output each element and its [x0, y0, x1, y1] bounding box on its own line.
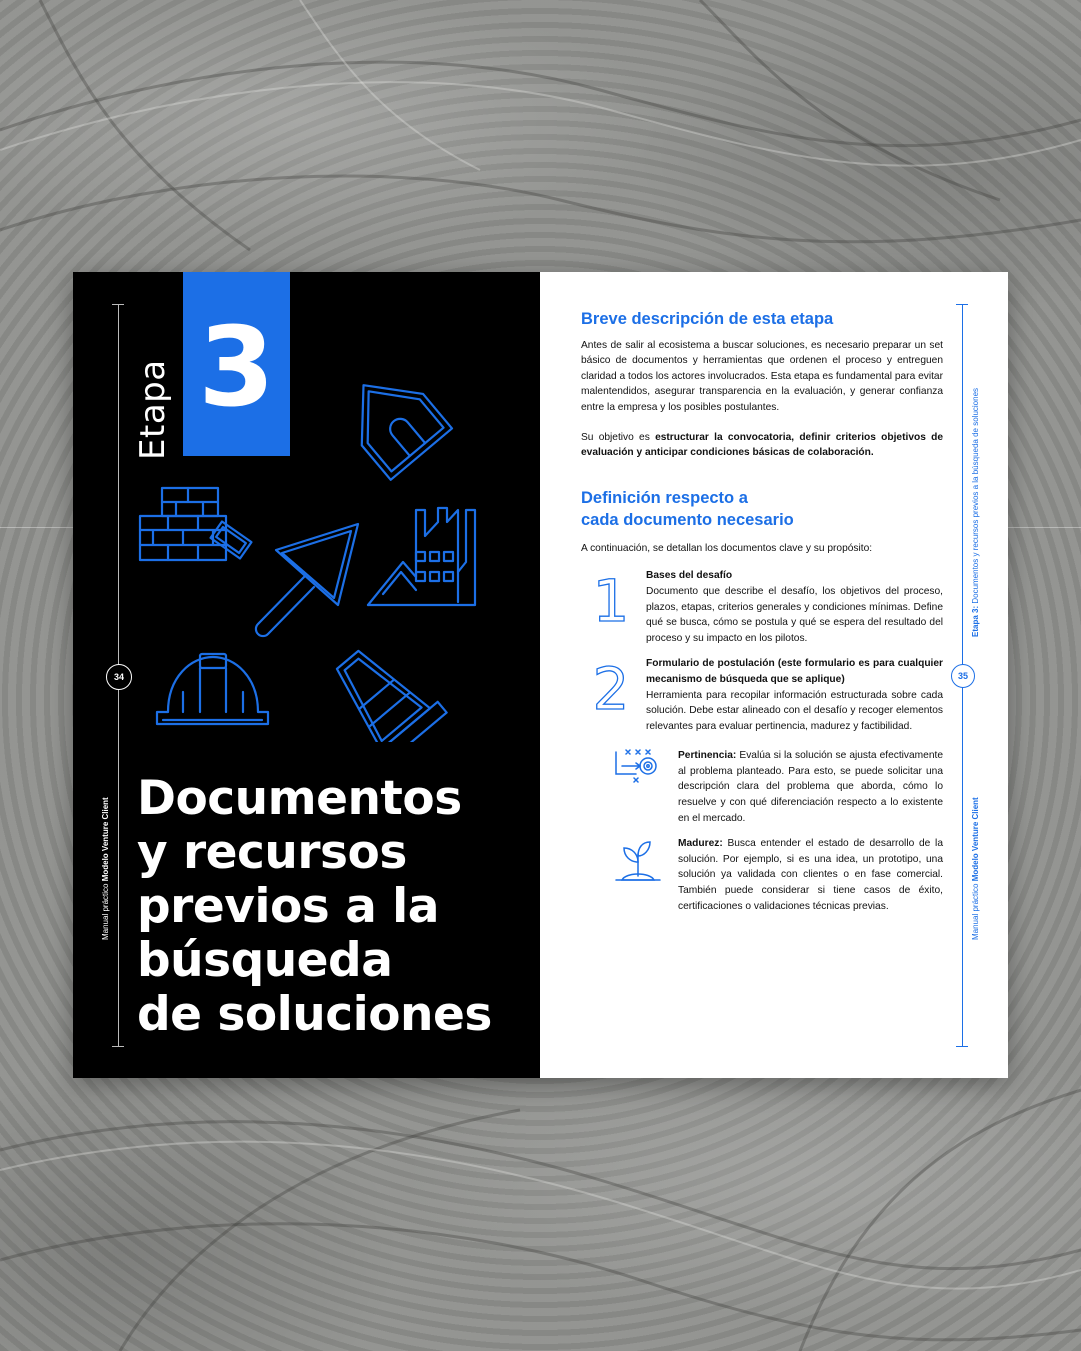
item-text: Herramienta para recopilar información estructurada sobre cada solución. Debe estar alineado con el desafío y recoger elementos relevantes para evaluar pertinencia, madurez y factibilidad.: [646, 689, 943, 732]
stage-number: 3: [198, 303, 275, 431]
item-title: Formulario de postulación (este formulario es para cualquier mecanismo de búsqueda que se aplique): [646, 658, 943, 685]
left-page: [73, 272, 540, 1078]
criterion-text: Madurez: Busca entender el estado de desarrollo de la solución. Por ejemplo, si es una idea, un prototipo, una solución ya validada con clientes o en fase comercial. También puede considerar si tiene casos de éxito, certificaciones o validaciones técnicas previas.: [678, 838, 943, 912]
construction-icons: [73, 272, 540, 742]
right-page-content: [581, 312, 943, 914]
item-text: Documento que describe el desafío, los objetivos del proceso, plazos, etapas, criterios generales y condiciones mínimas. Define qué se busca, cómo se postula y qué se espera del resultado del proceso y su impacto en los pilotos.: [646, 585, 943, 644]
house-icon: [333, 359, 452, 479]
traffic-cone-icon: [315, 633, 446, 742]
trowel-icon: [256, 524, 358, 636]
brick-wall-icon: [140, 488, 251, 560]
page-title: Documentos y recursos previos a la búsqueda de soluciones: [137, 771, 492, 1042]
right-page: [540, 272, 1008, 1078]
section-heading-documents: Definición respecto a cada documento necesario: [581, 488, 794, 529]
page-number: 34: [106, 664, 132, 690]
hard-hat-icon: [157, 654, 268, 724]
document-item: [592, 655, 943, 734]
item-title: Bases del desafío: [646, 570, 733, 582]
footer-label: Manual práctico Modelo Venture Client: [101, 797, 110, 940]
item-number: 2: [592, 655, 630, 724]
criterion-text: Pertinencia: Evalúa si la solución se ajusta efectivamente al problema planteado. Para esto, se puede solicitar una descripción clara del problema que aborda, cómo lo resuelve y con qué diferenciación respecto a lo existente en el mercado.: [678, 750, 943, 824]
sprout-icon: [612, 836, 664, 886]
objective-paragraph: Su objetivo es estructurar la convocatoria, definir criterios objetivos de evaluación y anticipar condiciones básicas de colaboración.: [581, 431, 944, 459]
rule-tick: [112, 1046, 124, 1047]
criterion-item: [678, 748, 943, 826]
rule-tick: [956, 304, 968, 305]
document-item: [592, 567, 943, 646]
documents-intro: A continuación, se detallan los documentos clave y su propósito:: [581, 542, 873, 554]
footer-label: Manual práctico Modelo Venture Client: [971, 797, 980, 940]
chapter-side-label: Etapa 3: Documentos y recursos previos a la búsqueda de soluciones: [971, 387, 980, 637]
factory-icon: [368, 508, 475, 605]
description-paragraph: Antes de salir al ecosistema a buscar soluciones, es necesario preparar un set básico de documentos y herramientas que ordenen el proceso y entreguen claridad a todos los actores involucrados. Esta etapa es fundamental para evitar malentendidos, asegurar transparencia en la evaluación, y generar confianza entre la empresa y los posibles postulantes.: [581, 339, 943, 413]
rule-tick: [956, 1046, 968, 1047]
target-strategy-icon: [612, 748, 664, 798]
criterion-item: [678, 836, 943, 914]
section-heading-description: Breve descripción de esta etapa: [581, 310, 834, 328]
book-spread: [73, 272, 1008, 1078]
item-number: 1: [592, 567, 630, 636]
page-number: 35: [951, 664, 975, 688]
stage-label: Etapa: [133, 359, 173, 460]
